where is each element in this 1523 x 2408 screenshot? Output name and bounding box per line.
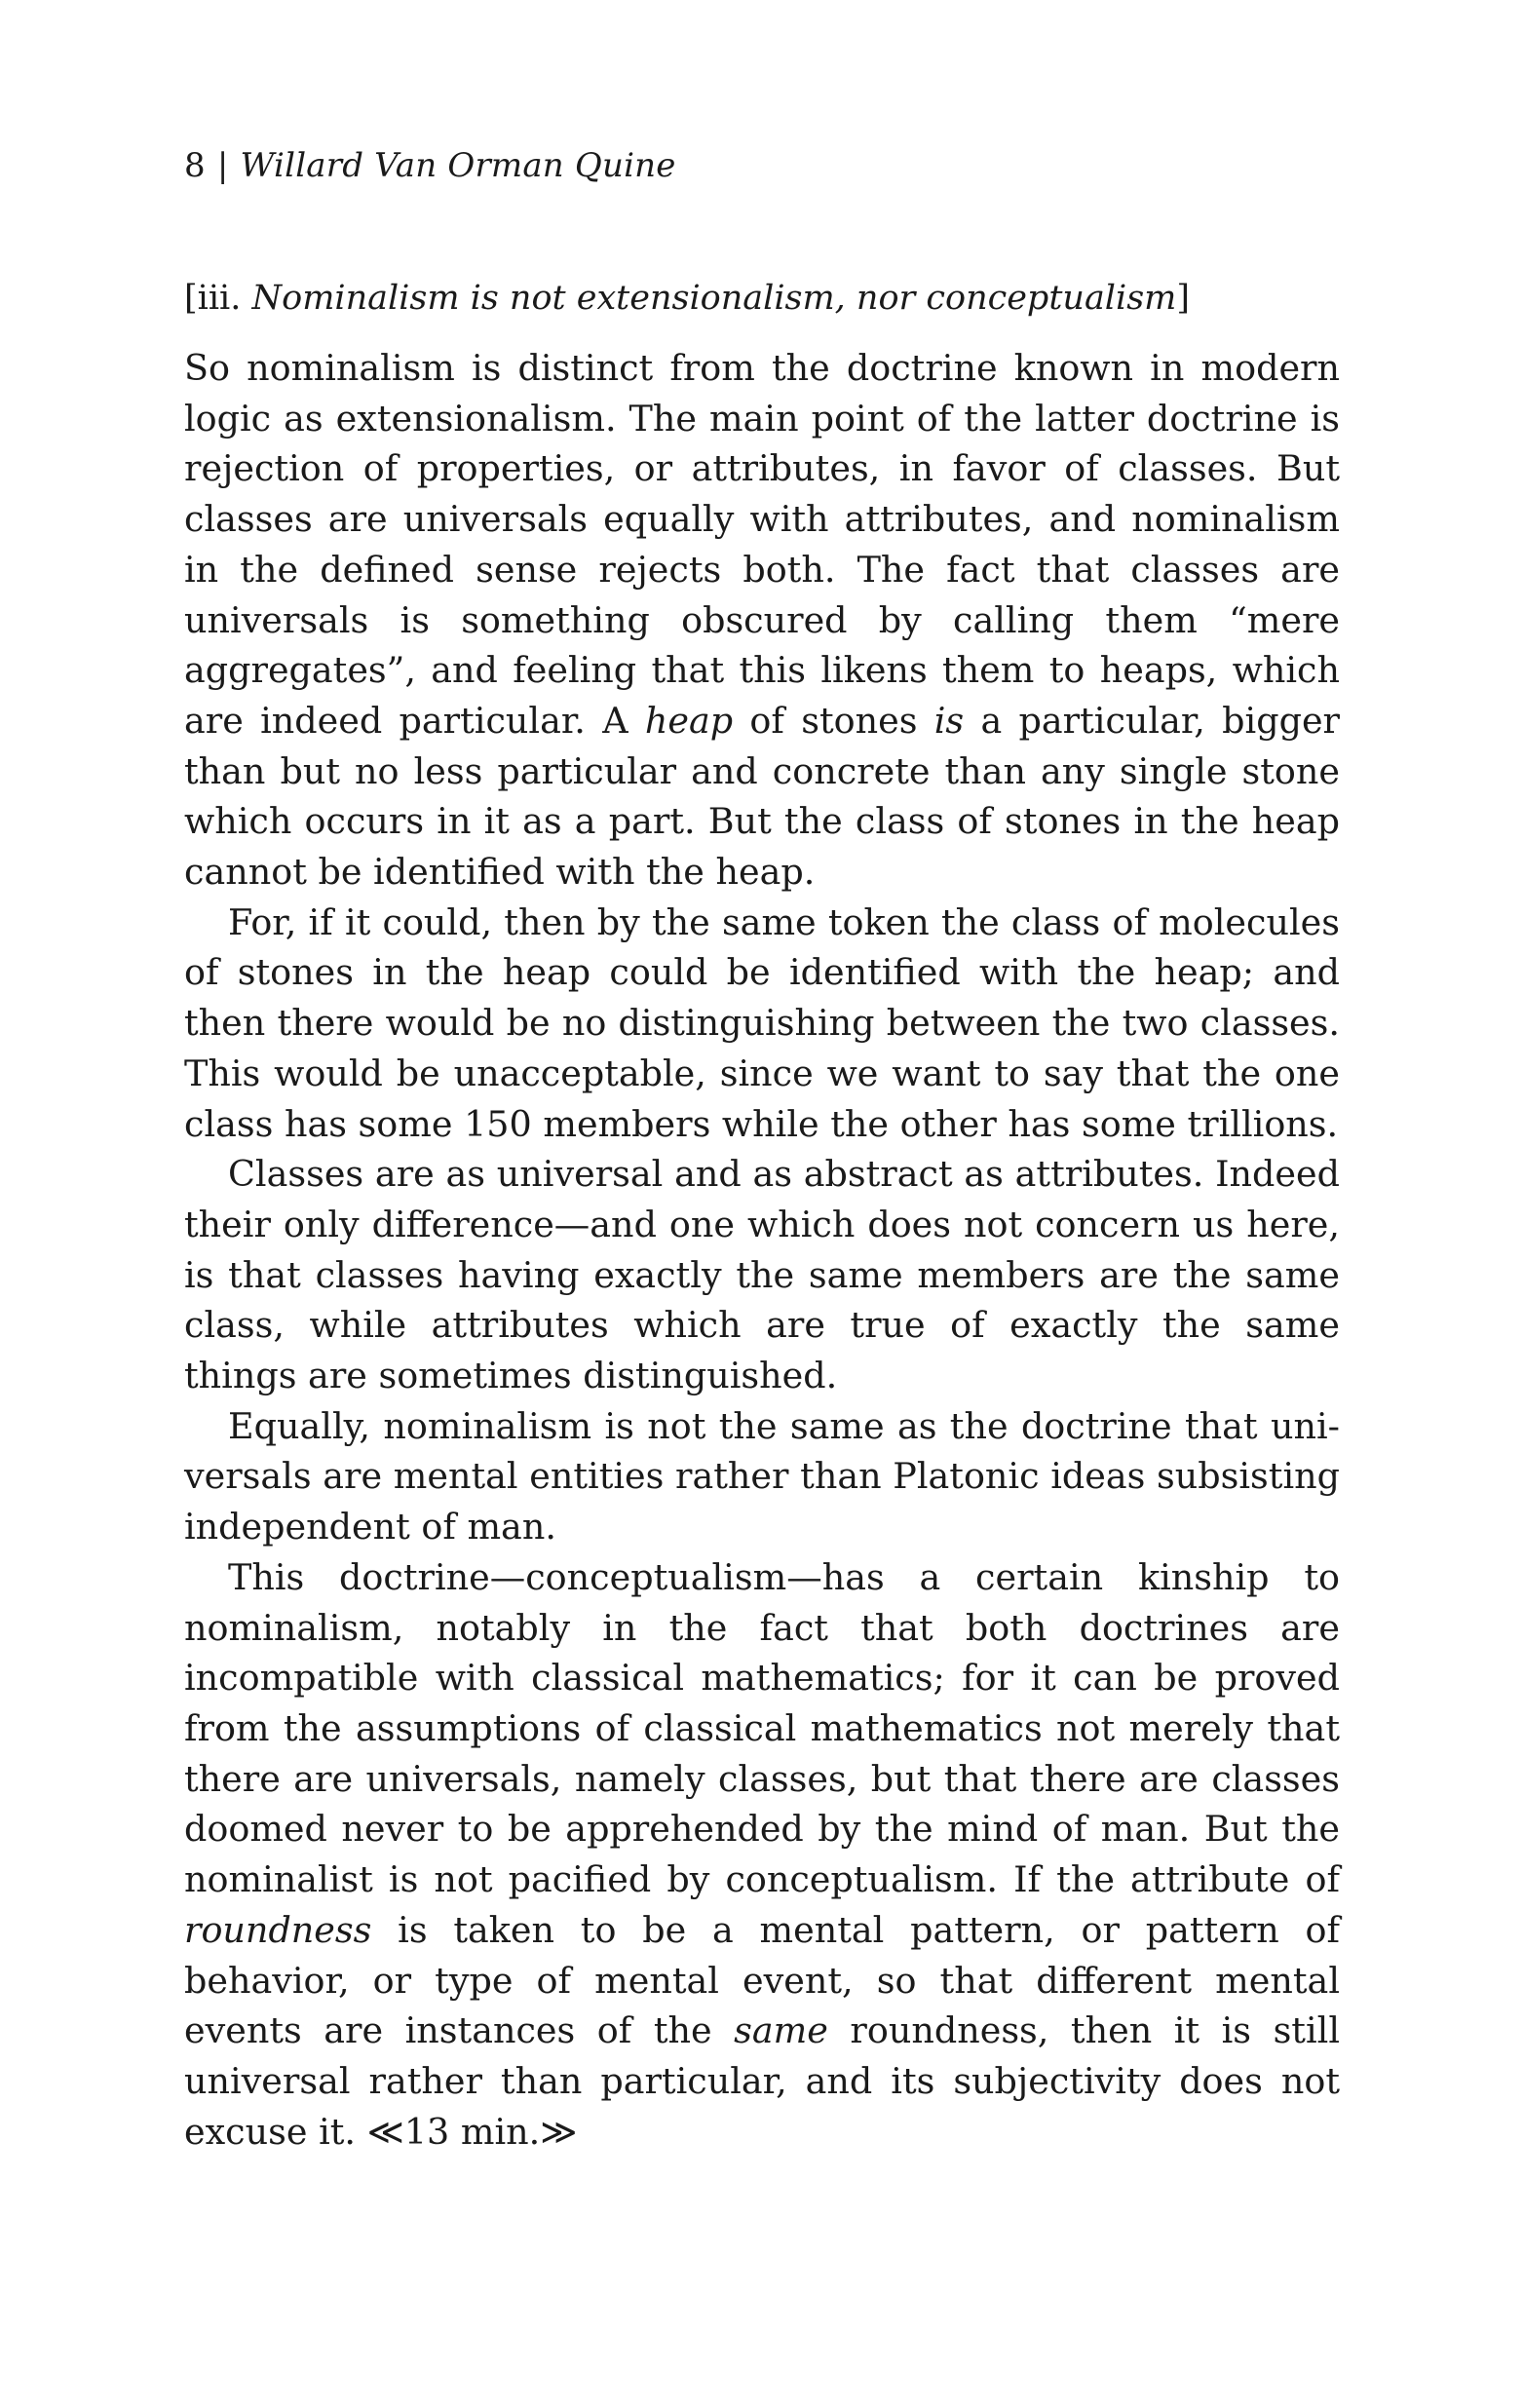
paragraph-2: For, if it could, then by the same token the class of molecules of stones in the heap could be identified with the heap; and then there would be no distinguishing between the two classes. This would be unacceptable, since we want to say that the one class has some 150 members while the other has some trillions. xyxy=(184,900,1340,1145)
section-title: Nominalism is not extensionalism, nor conceptualism xyxy=(251,279,1177,318)
paragraph-5-part-a: This doctrine—conceptualism—has a certain kinship to nominalism, notably in the fact that both doctrines are incompatible with classical mathematics; for it can be proved from the assumptions of classical mathematics not merely that there are universals, namely classes, but that there are classes doomed never to be apprehended by the mind of man. But the nominalist is not pacified by conceptualism. If the attribute of xyxy=(184,1555,1340,1901)
page-number: 8 xyxy=(184,146,206,185)
paragraph-5-emphasis-roundness: roundness xyxy=(184,1908,372,1951)
paragraph-5-part-b: is taken to be a mental pattern, or pattern of behavior, or type of mental event, so that different mental events are instances of the xyxy=(184,1908,1340,2052)
paragraph-3: Classes are as universal and as abstract as attributes. Indeed their only difference—and one which does not concern us here, is that classes having exactly the same members are the same class, while attributes which are true of exactly the same things are sometimes distinguished. xyxy=(184,1153,1340,1397)
section-heading xyxy=(184,278,1190,319)
running-head-author: Willard Van Orman Quine xyxy=(240,146,676,185)
paragraph-5 xyxy=(184,1552,1340,2157)
time-marker: ≪13 min.≫ xyxy=(366,2110,578,2153)
running-head-separator: | xyxy=(216,146,229,185)
body-text xyxy=(184,343,1340,2157)
paragraph-1-part-a: So nominalism is distinct from the doctrine known in modern logic as extensionalism. The main point of the latter doctrine is rejection of properties, or attributes, in favor of classes. But classes are universals equally with attributes, and nominalism in the defined sense rejects both. The fact that classes are universals is something obscured by calling them “mere aggregates”, and feeling that this likens them to heaps, which are indeed particular. A xyxy=(184,347,1340,742)
section-open-bracket: [iii. xyxy=(184,279,252,318)
paragraph-1-part-b: of stones xyxy=(733,699,934,742)
paragraph-1-emphasis-heap: heap xyxy=(644,699,734,742)
paragraph-5-part-c: roundness, then it is still universal rather than particular, and its subjectivity does not excuse it. xyxy=(184,2009,1340,2153)
paragraph-1-emphasis-is: is xyxy=(933,699,965,742)
paragraph-1 xyxy=(184,343,1340,898)
section-close-bracket: ] xyxy=(1176,279,1191,318)
paragraph-5-emphasis-same: same xyxy=(734,2009,828,2052)
paragraph-1-part-c: a particular, bigger than but no less particular and concrete than any single stone which occurs in it as a part. But the class of stones in the heap cannot be identified with the heap. xyxy=(184,699,1341,894)
paragraph-4: Equally, nominalism is not the same as the doctrine that universals are mental entities rather than Platonic ideas subsisting independent of man. xyxy=(184,1404,1340,1548)
running-head xyxy=(184,146,676,185)
